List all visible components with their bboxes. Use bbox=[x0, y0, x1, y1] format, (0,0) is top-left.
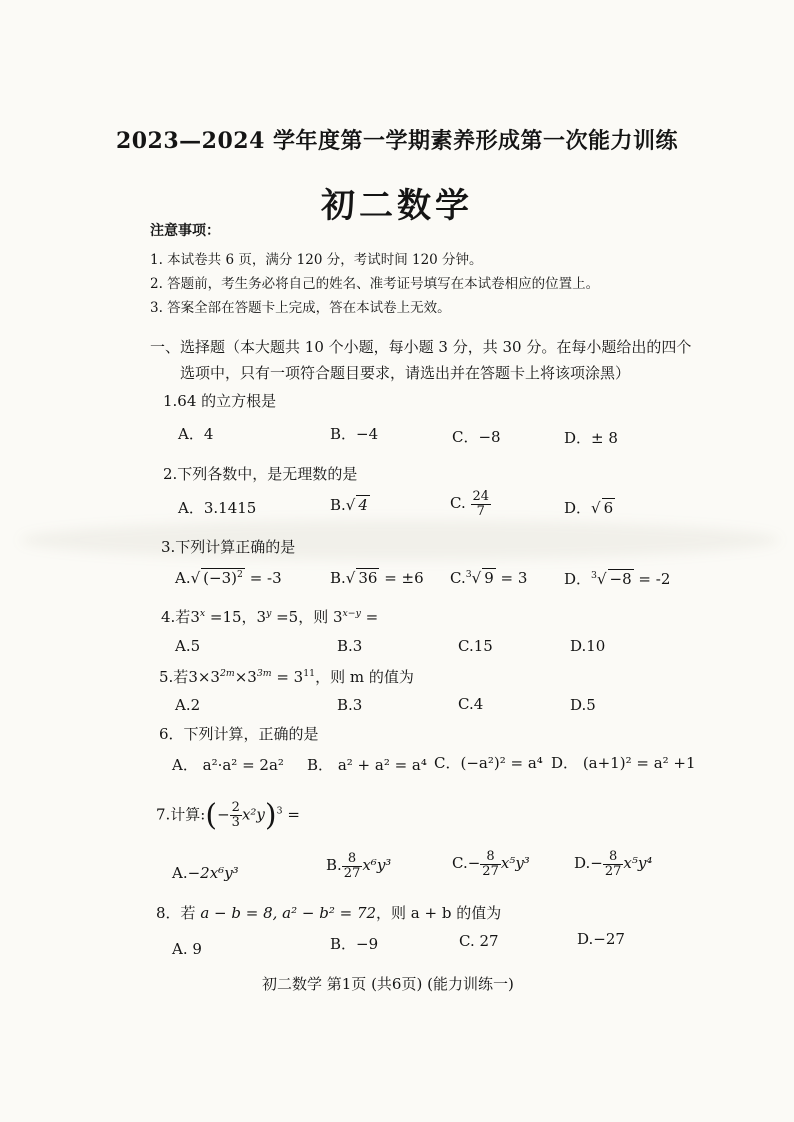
note-item: 3. 答案全部在答题卡上完成，答在本试卷上无效。 bbox=[150, 300, 451, 316]
question-1-stem: 1.64 的立方根是 bbox=[163, 392, 277, 410]
page-footer: 初二数学 第1页 (共6页) (能力训练一) bbox=[262, 975, 514, 993]
q2-option-c: C. $\frac{24}{7}$ bbox=[450, 489, 490, 519]
note-item: 2. 答题前，考生务必将自己的姓名、准考证号填写在本试卷相应的位置上。 bbox=[150, 276, 600, 292]
q7-option-a: A.−2x⁶y³ bbox=[172, 864, 239, 882]
q6-option-c: C．(−a²)² = a⁴ bbox=[434, 754, 543, 772]
q7-option-b: B. $\frac{8}{27}$ x⁶y³ bbox=[326, 851, 392, 881]
q2-option-b: B.√ 4 bbox=[330, 496, 368, 514]
q4-option-d: D.10 bbox=[570, 637, 606, 655]
q1-option-b: B．−4 bbox=[330, 425, 379, 443]
notes-heading: 注意事项： bbox=[150, 223, 220, 239]
q4-option-b: B.3 bbox=[337, 637, 363, 655]
exam-title: 2023—2024 学年度第一学期素养形成第一次能力训练 bbox=[115, 128, 679, 154]
q5-option-a: A.2 bbox=[175, 696, 201, 714]
q4-option-c: C.15 bbox=[458, 637, 493, 655]
q6-option-d: D． (a+1)² = a² +1 bbox=[551, 754, 696, 772]
q1-option-c: C．−8 bbox=[452, 428, 501, 446]
section-heading: 一、选择题（本大题共 10 个小题，每小题 3 分，共 30 分。在每小题给出的四个 bbox=[150, 338, 692, 356]
q8-option-a: A. 9 bbox=[172, 940, 202, 958]
q1-option-d: D．± 8 bbox=[564, 429, 618, 447]
q7-option-d: D.− $\frac{8}{27}$ x⁵y⁴ bbox=[574, 849, 653, 879]
q1-option-a: A．4 bbox=[178, 425, 214, 443]
q5-option-b: B.3 bbox=[337, 696, 363, 714]
q8-option-b: B．−9 bbox=[330, 935, 379, 953]
q8-option-d: D.−27 bbox=[577, 930, 625, 948]
subject-title: 初二数学 bbox=[321, 186, 473, 226]
q6-option-b: B． a² + a² = a⁴ bbox=[307, 756, 427, 774]
q7-option-c: C.− $\frac{8}{27}$ x⁵y³ bbox=[452, 849, 530, 879]
question-3-stem: 3.下列计算正确的是 bbox=[161, 538, 296, 556]
q6-option-a: A． a²·a² = 2a² bbox=[172, 756, 284, 774]
q5-option-c: C.4 bbox=[458, 695, 484, 713]
q3-option-b: B.√ 36 = ±6 bbox=[330, 569, 424, 587]
q4-option-a: A.5 bbox=[175, 637, 201, 655]
q3-option-c: C.$^3$√ 9 = 3 bbox=[450, 569, 528, 587]
question-6-stem: 6．下列计算，正确的是 bbox=[159, 725, 319, 743]
section-heading-cont: 选项中，只有一项符合题目要求，请选出并在答题卡上将该项涂黑） bbox=[180, 364, 631, 382]
paper-smudge bbox=[20, 520, 780, 560]
q8-option-c: C. 27 bbox=[459, 932, 499, 950]
q5-option-d: D.5 bbox=[570, 696, 596, 714]
question-2-stem: 2.下列各数中，是无理数的是 bbox=[163, 465, 358, 483]
note-item: 1. 本试卷共 6 页，满分 120 分，考试时间 120 分钟。 bbox=[150, 252, 483, 268]
q2-option-a: A．3.1415 bbox=[178, 499, 257, 517]
q3-option-a: A.√ $(-3)^2 = -3$ bbox=[175, 569, 282, 587]
question-5-stem: 5.若$3\times 3^{2m}\times 3^{3m} = 3^{11}$，则 m 的值为 bbox=[159, 668, 414, 686]
q3-option-d: D．$^3$√ −8 = -2 bbox=[564, 570, 671, 588]
question-4-stem: 4.若$3^x =15$，$3^y =5$，则 $3^{x-y}$ = bbox=[161, 608, 379, 626]
question-7-stem: 7.计算:(− $\frac{2}{3}$ x²y)$^3$ = bbox=[156, 798, 300, 833]
question-8-stem: 8．若 a − b = 8, a² − b² = 72，则 a + b 的值为 bbox=[156, 904, 502, 922]
q2-option-d: D．√ 6 bbox=[564, 499, 614, 517]
